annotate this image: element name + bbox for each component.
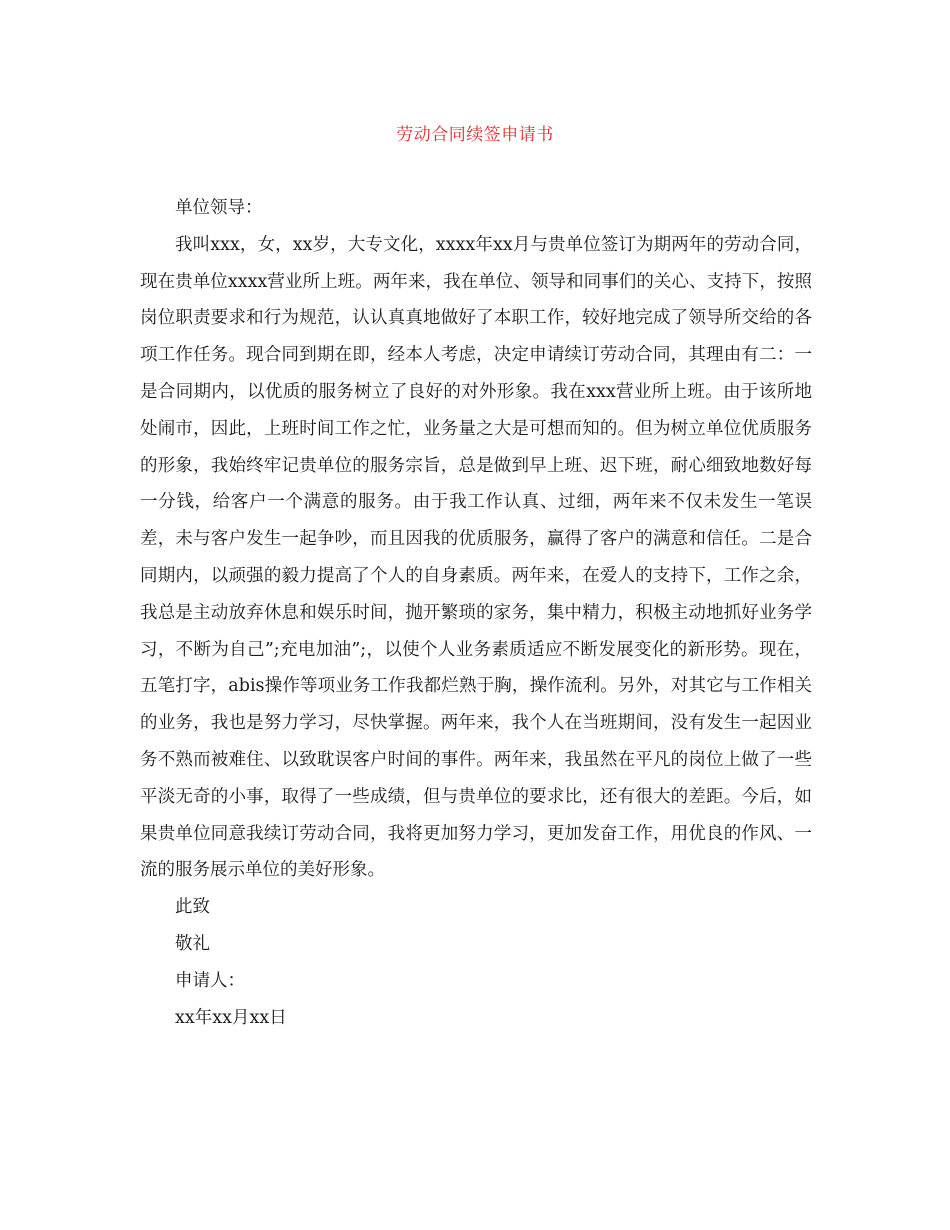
document-content: [140, 190, 812, 1036]
closing-jing-li: 敬礼: [175, 933, 210, 954]
closing-ci-zhi: 此致: [175, 897, 210, 918]
document-title: 劳动合同续签申请书: [396, 125, 554, 145]
applicant-label: 申请人：: [175, 970, 245, 991]
salutation: 单位领导：: [175, 198, 263, 218]
body-paragraph: 我叫xxx，女，xx岁，大专文化，xxxx年xx月与贵单位签订为期两年的劳动合同，现在贵单位xxxx营业所上班。两年来，我在单位、领导和同事们的关心、支持下，按照岗位职责要求和行为规范，认认真真地做好了本职工作，较好地完成了领导所交给的各项工作任务。现合同到期在即，经本人考虑，决定申请续订劳动合同，其理由有二：一是合同期内，以优质的服务树立了良好的对外形象。我在xxx营业所上班。由于该所地处闹市，因此，上班时间工作之忙，业务量之大是可想而知的。但为树立单位优质服务的形象，我始终牢记贵单位的服务宗旨，总是做到早上班、迟下班，耐心细致地数好每一分钱，给客户一个满意的服务。由于我工作认真、过细，两年来不仅未发生一笔误差，未与客户发生一起争吵，而且因我的优质服务，赢得了客户的满意和信任。二是合同期内，以顽强的毅力提高了个人的自身素质。两年来，在爱人的支持下，工作之余，我总是主动放弃休息和娱乐时间，抛开繁琐的家务，集中精力，积极主动地抓好业务学习，不断为自己”;充电加油”;，以使个人业务素质适应不断发展变化的新形势。现在，五笔打字，abis操作等项业务工作我都烂熟于胸，操作流利。另外，对其它与工作相关的业务，我也是努力学习，尽快掌握。两年来，我个人在当班期间，没有发生一起因业务不熟而被难住、以致耽误客户时间的事件。两年来，我虽然在平凡的岗位上做了一些平淡无奇的小事，取得了一些成绩，但与贵单位的要求比，还有很大的差距。今后，如果贵单位同意我续订劳动合同，我将更加努力学习，更加发奋工作，用优良的作风、一流的服务展示单位的美好形象。: [140, 234, 812, 881]
date-line: xx年xx月xx日: [175, 1007, 287, 1028]
